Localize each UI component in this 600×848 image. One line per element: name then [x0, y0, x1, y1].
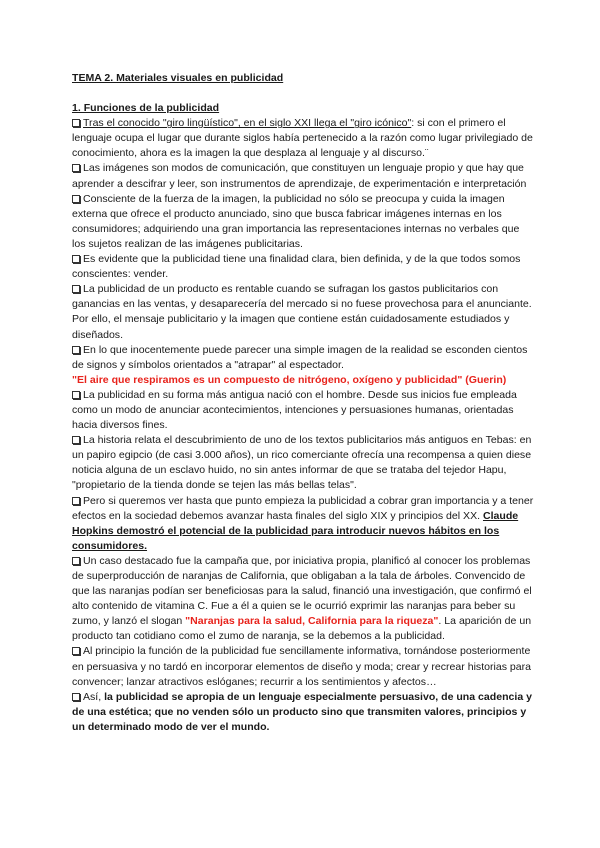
checkbox-bullet-icon	[72, 647, 80, 655]
checkbox-bullet-icon	[72, 346, 80, 354]
checkbox-bullet-icon	[72, 391, 80, 399]
paragraph-1-text: : si con el primero el lenguaje ocupa el lugar que durante siglos había pertenecido a la razón como lugar privilegiado de conocimiento, ahora es la imagen la que desplaza al lenguaje y al discurso.¨	[72, 117, 533, 160]
paragraph-10-text-end: . La aparición de un producto tan cotidiano como el zumo de naranja, se la debemos a la publicidad.	[72, 615, 532, 643]
paragraph-6-text: En lo que inocentemente puede parecer una simple imagen de la realidad se esconden cientos de signos y símbolos orientados a "atrapar" al espectador.	[72, 343, 528, 371]
checkbox-bullet-icon	[72, 195, 80, 203]
paragraph-2-text: Las imágenes son modos de comunicación, que constituyen un lenguaje propio y que hay que aprender a descifrar y leer, son instrumentos de aprendizaje, de experimentación e interpretación	[72, 162, 527, 190]
checkbox-bullet-icon	[72, 255, 80, 263]
paragraph-1	[72, 116, 534, 161]
checkbox-bullet-icon	[72, 119, 80, 127]
section-heading: 1. Funciones de la publicidad	[72, 102, 220, 115]
checkbox-bullet-icon	[72, 497, 80, 505]
slogan-highlight: "Naranjas para la salud, California para la riqueza"	[185, 615, 439, 628]
paragraph-8-text: La historia relata el descubrimiento de uno de los textos publicitarios más antiguos en Tebas: en un papiro egipcio (de casi 3.000 años), un rico comerciante ofrecía una recompensa a quien diese noticia alguna de un esclavo huido, no sin antes informar de que se trataba del tejedor Hapu, "propietario de la tienda donde se tejen las más bellas telas".	[72, 434, 532, 492]
checkbox-bullet-icon	[72, 285, 80, 293]
checkbox-bullet-icon	[72, 693, 80, 701]
paragraph-3-text: Consciente de la fuerza de la imagen, la publicidad no sólo se preocupa y cuida la imagen externa que ofrece el producto anunciado, sino que busca fabricar imágenes internas en los consumidores; adquiriendo una gran importancia las representaciones internas no verbales que los sujetos realizan de las imágenes publicitarias.	[72, 192, 520, 250]
paragraph-11	[72, 644, 534, 689]
paragraph-9-emphasis: Claude Hopkins demostró el potencial de la publicidad para introducir nuevos hábitos en los consumidores.	[72, 509, 519, 552]
paragraph-1-underlined: Tras el conocido "giro lingüístico", en el siglo XXI llega el "giro icónico"	[83, 117, 412, 130]
checkbox-bullet-icon	[72, 164, 80, 172]
paragraph-4-text: Es evidente que la publicidad tiene una finalidad clara, bien definida, y de la que todos somos conscientes: vender.	[72, 253, 521, 281]
paragraph-12-emphasis: la publicidad se apropia de un lenguaje especialmente persuasivo, de una cadencia y de una estética; que no venden sólo un producto sino que transmiten valores, principios y un determinado modo de ver el mundo.	[72, 690, 532, 733]
paragraph-12	[72, 690, 534, 735]
paragraph-8	[72, 433, 534, 493]
checkbox-bullet-icon	[72, 557, 80, 565]
checkbox-bullet-icon	[72, 436, 80, 444]
paragraph-12-text: Así,	[83, 690, 105, 703]
highlighted-quote: "El aire que respiramos es un compuesto de nitrógeno, oxígeno y publicidad" (Guerin)	[72, 373, 507, 386]
page-title: TEMA 2. Materiales visuales en publicidad	[72, 72, 284, 84]
paragraph-10	[72, 554, 534, 645]
paragraph-9	[72, 494, 534, 554]
paragraph-7-text: La publicidad en su forma más antigua nació con el hombre. Desde sus inicios fue empleada como un modo de anunciar acontecimientos, intenciones y persuasiones humanas, orientadas hacia diversos fines.	[72, 388, 517, 432]
paragraph-9-text: Pero si queremos ver hasta que punto empieza la publicidad a cobrar gran importancia y a tener efectos en la sociedad debemos avanzar hasta finales del siglo XIX y principios del XX.	[72, 494, 534, 522]
paragraph-5	[72, 282, 534, 342]
paragraph-3	[72, 192, 534, 252]
paragraph-2	[72, 161, 534, 191]
paragraph-7	[72, 388, 534, 433]
paragraph-11-text: Al principio la función de la publicidad fue sencillamente informativa, tornándose posteriormente en persuasiva y no tardó en incorporar elementos de diseño y moda; crear y recrear historias para convencer; lanzar atractivos eslóganes; recurrir a los sentimientos y afectos…	[72, 645, 532, 688]
paragraph-6	[72, 343, 534, 373]
paragraph-10-text: Un caso destacado fue la campaña que, por iniciativa propia, planificó al conocer los problemas de superproducción de naranjas de California, que obligaban a la tala de árboles. Convencido de que las naranjas podían ser beneficiosas para la salud, financió una investigación, que confirmó el alto contenido de vitamina C. Fue a él a quien se le ocurrió exprimir las naranjas para beber su zumo, y lanzó el slogan	[72, 554, 532, 628]
paragraph-5-text: La publicidad de un producto es rentable cuando se sufragan los gastos publicitarios con ganancias en las ventas, y desaparecería del mercado si no fuese provechosa para el anunciante. Por ello, el mensaje publicitario y la imagen que contiene están cuidadosamente estudiados y diseñados.	[72, 283, 532, 341]
document-page	[72, 71, 534, 735]
paragraph-4	[72, 252, 534, 282]
